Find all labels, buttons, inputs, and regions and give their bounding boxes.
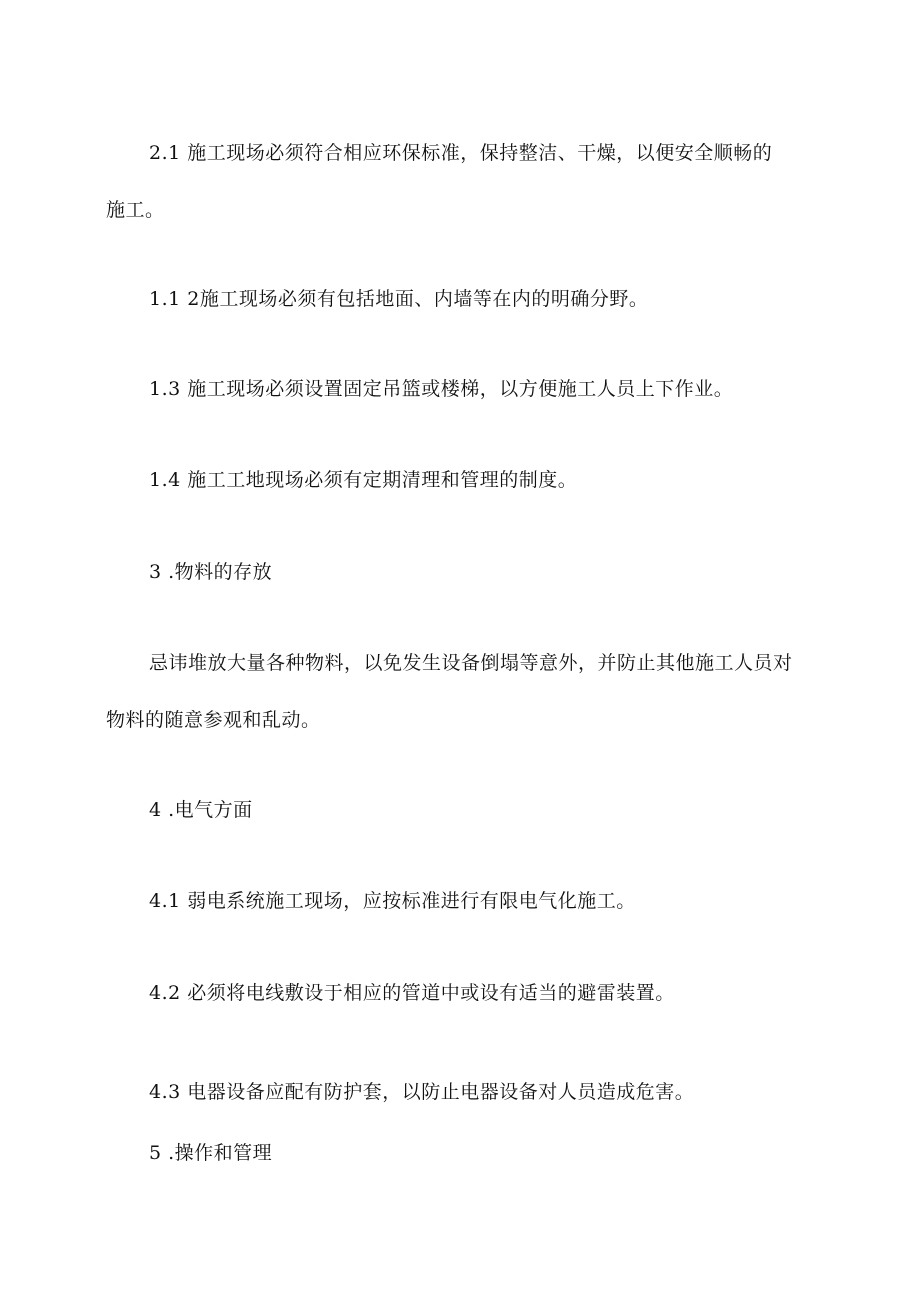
paragraph-storage-line-2: 物料的随意参观和乱动。 bbox=[106, 709, 321, 731]
paragraph-1-3: 1.3 施工现场必须设置固定吊篮或楼梯，以方便施工人员上下作业。 bbox=[149, 378, 734, 400]
paragraph-4-1: 4.1 弱电系统施工现场，应按标准进行有限电气化施工。 bbox=[149, 890, 636, 912]
paragraph-storage-line-1: 忌讳堆放大量各种物料，以免发生设备倒塌等意外，并防止其他施工人员对 bbox=[149, 652, 793, 674]
paragraph-1-4: 1.4 施工工地现场必须有定期清理和管理的制度。 bbox=[149, 469, 578, 491]
paragraph-2-1-line-2: 施工。 bbox=[106, 199, 165, 221]
heading-4-electrical: 4 .电气方面 bbox=[149, 799, 253, 821]
paragraph-1-1: 1.1 2施工现场必须有包括地面、内墙等在内的明确分野。 bbox=[149, 288, 649, 310]
heading-5-operation: 5 .操作和管理 bbox=[149, 1142, 273, 1164]
heading-3-material-storage: 3 .物料的存放 bbox=[149, 561, 273, 583]
paragraph-4-2: 4.2 必须将电线敷设于相应的管道中或设有适当的避雷装置。 bbox=[149, 982, 675, 1004]
paragraph-4-3: 4.3 电器设备应配有防护套，以防止电器设备对人员造成危害。 bbox=[149, 1081, 695, 1103]
paragraph-2-1-line-1: 2.1 施工现场必须符合相应环保标准，保持整洁、干燥，以便安全顺畅的 bbox=[149, 142, 773, 164]
